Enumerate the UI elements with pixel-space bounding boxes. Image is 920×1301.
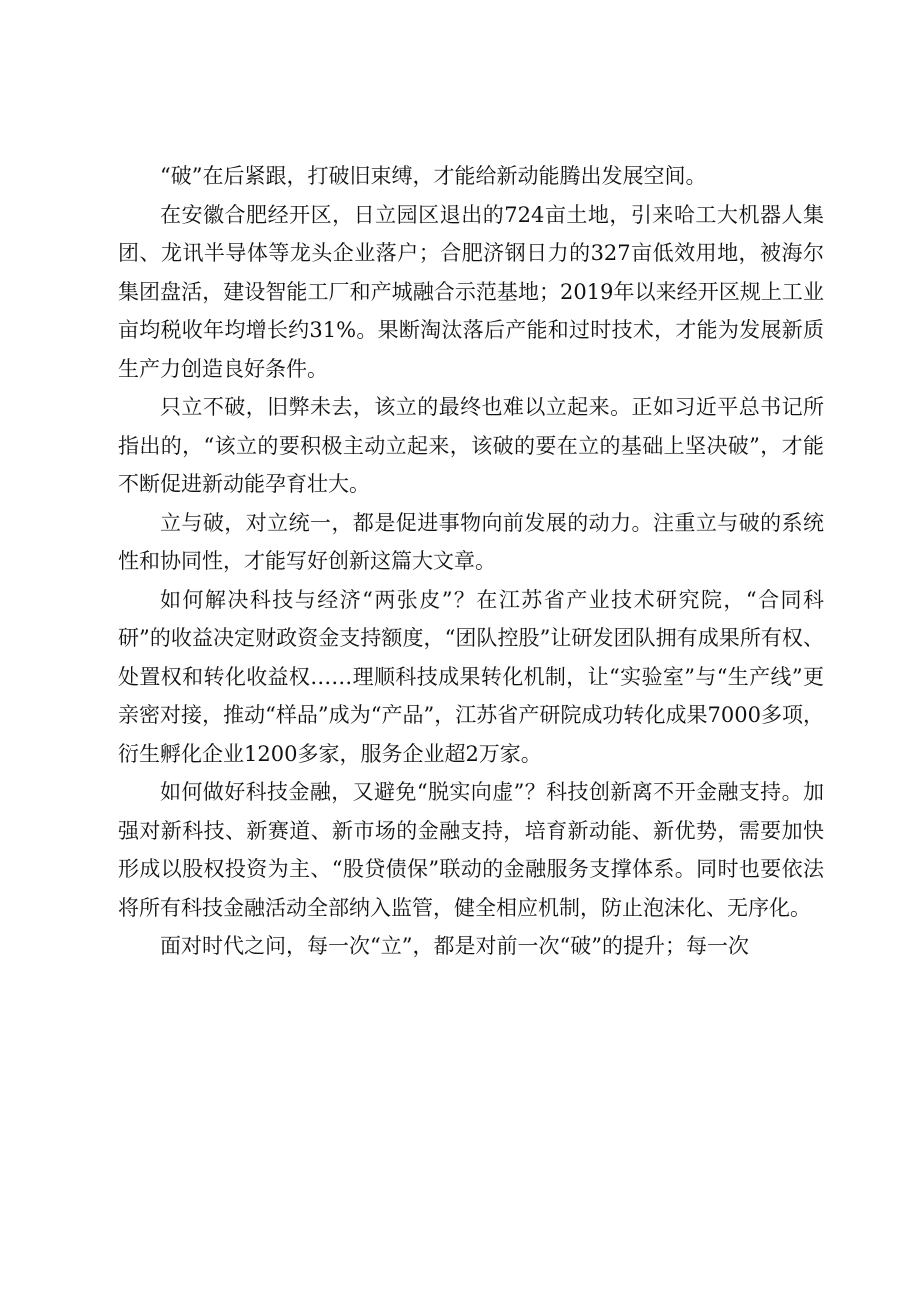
paragraph-4: 立与破，对立统一，都是促进事物向前发展的动力。注重立与破的系统性和协同性，才能写好创新这篇大文章。	[118, 510, 824, 573]
paragraph-2: 在安徽合肥经开区，日立园区退出的724亩土地，引来哈工大机器人集团、龙讯半导体等龙头企业落户；合肥济钢日力的327亩低效用地，被海尔集团盘活，建设智能工厂和产城融合示范基地；2019年以来经开区规上工业亩均税收年均增长约31%。果断淘汰落后产能和过时技术，才能为发展新质生产力创造良好条件。	[118, 202, 824, 381]
article-body	[118, 157, 824, 966]
paragraph-5: 如何解决科技与经济“两张皮”？在江苏省产业技术研究院，“合同科研”的收益决定财政资金支持额度，“团队控股”让研发团队拥有成果所有权、处置权和转化收益权……理顺科技成果转化机制，让“实验室”与“生产线”更亲密对接，推动“样品”成为“产品”，江苏省产研院成功转化成果7000多项，衍生孵化企业1200多家，服务企业超2万家。	[118, 587, 824, 766]
paragraph-6: 如何做好科技金融，又避免“脱实向虚”？科技创新离不开金融支持。加强对新科技、新赛道、新市场的金融支持，培育新动能、新优势，需要加快形成以股权投资为主、“股贷债保”联动的金融服务支撑体系。同时也要依法将所有科技金融活动全部纳入监管，健全相应机制，防止泡沫化、无序化。	[118, 780, 824, 920]
paragraph-1: “破”在后紧跟，打破旧束缚，才能给新动能腾出发展空间。	[160, 164, 707, 188]
paragraph-7: 面对时代之问，每一次“立”，都是对前一次“破”的提升；每一次	[160, 934, 749, 958]
paragraph-3: 只立不破，旧弊未去，该立的最终也难以立起来。正如习近平总书记所指出的，“该立的要积极主动立起来，该破的要在立的基础上坚决破”，才能不断促进新动能孕育壮大。	[118, 395, 824, 496]
